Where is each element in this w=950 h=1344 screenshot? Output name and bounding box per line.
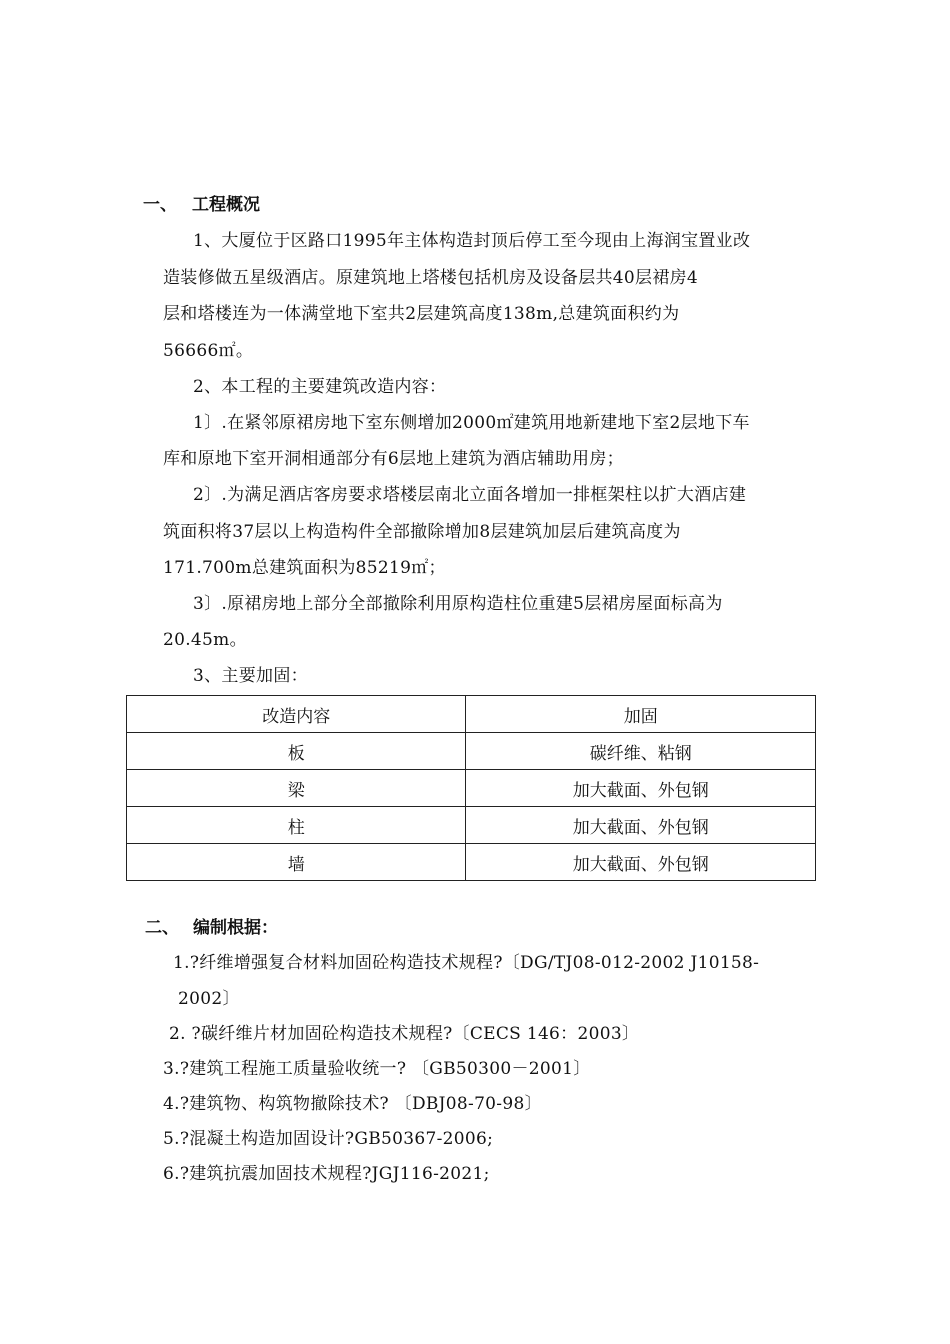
table-header-row	[127, 696, 816, 733]
item2-line3: 171.700m总建筑面积为85219㎡；	[163, 558, 446, 578]
table-cell: 加大截面、外包钢	[466, 844, 816, 881]
table-row	[127, 844, 816, 881]
section2-title: 编制根据：	[193, 918, 278, 938]
table-cell: 板	[127, 733, 466, 770]
item2-line2: 筑面积将37层以上构造构件全部撤除增加8层建筑加层后建筑高度为	[163, 522, 681, 542]
item2-line1: 2〕.为满足酒店客房要求塔楼层南北立面各增加一排框架柱以扩大酒店建	[193, 485, 747, 505]
item3-line2: 20.45m。	[163, 630, 247, 650]
para3: 3、主要加固：	[193, 666, 308, 686]
para1-line2: 造装修做五星级酒店。原建筑地上塔楼包括机房及设备层共40层裙房4	[163, 268, 699, 288]
item3-line1: 3〕.原裙房地上部分全部撤除利用原构造柱位重建5层裙房屋面标高为	[193, 594, 723, 614]
table-cell: 梁	[127, 770, 466, 807]
table-cell: 柱	[127, 807, 466, 844]
ref-2: 2. ?碳纤维片材加固砼构造技术规程?〔CECS 146：2003〕	[169, 1024, 640, 1044]
ref-4: 4.?建筑物、构筑物撤除技术? 〔DBJ08-70-98〕	[163, 1094, 542, 1114]
ref-1-line2: 2002〕	[178, 989, 240, 1009]
table-header-cell: 改造内容	[127, 696, 466, 733]
section1-title: 工程概况	[192, 195, 260, 215]
item1-line1: 1〕.在紧邻原裙房地下室东侧增加2000㎡建筑用地新建地下室2层地下车	[193, 413, 750, 433]
para1-line4: 56666㎡。	[163, 341, 254, 361]
section2-number: 二、	[145, 918, 179, 938]
ref-1-line1: 1.?纤维增强复合材料加固砼构造技术规程?〔DG/TJ08-012-2002 J10158-	[173, 953, 760, 973]
table-row	[127, 770, 816, 807]
item1-line2: 库和原地下室开洞相通部分有6层地上建筑为酒店辅助用房；	[163, 449, 624, 469]
table-cell: 加大截面、外包钢	[466, 807, 816, 844]
para1-line1: 1、大厦位于区路口1995年主体构造封顶后停工至今现由上海润宝置业改	[193, 231, 751, 251]
reinforcement-table	[126, 695, 816, 881]
ref-3: 3.?建筑工程施工质量验收统一? 〔GB50300－2001〕	[163, 1059, 591, 1079]
table-row	[127, 807, 816, 844]
table-row	[127, 733, 816, 770]
table-cell: 碳纤维、粘钢	[466, 733, 816, 770]
ref-5: 5.?混凝土构造加固设计?GB50367-2006;	[163, 1129, 494, 1149]
section1-number: 一、	[143, 195, 177, 215]
ref-6: 6.?建筑抗震加固技术规程?JGJ116-2021;	[163, 1164, 490, 1184]
para1-line3: 层和塔楼连为一体满堂地下室共2层建筑高度138m,总建筑面积约为	[163, 304, 680, 324]
table-cell: 加大截面、外包钢	[466, 770, 816, 807]
table-cell: 墙	[127, 844, 466, 881]
table-header-cell: 加固	[466, 696, 816, 733]
para2: 2、本工程的主要建筑改造内容：	[193, 377, 447, 397]
